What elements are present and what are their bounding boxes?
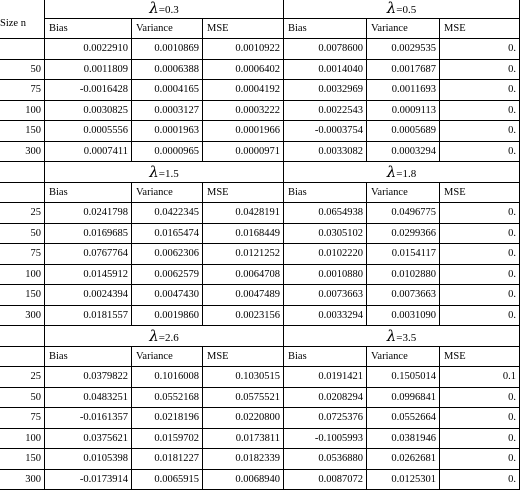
value-cell: 0.0575521 (203, 387, 284, 408)
value-cell: 0.0073663 (367, 285, 440, 306)
sample-size-cell: 100 (0, 100, 45, 121)
value-cell: 0. (440, 264, 520, 285)
value-cell: 0.0022910 (45, 39, 132, 60)
size-header-cell (0, 326, 45, 347)
lambda-symbol: λ (386, 0, 397, 17)
value-cell: 0. (440, 100, 520, 121)
value-cell: 0.0996841 (367, 387, 440, 408)
value-cell: 0. (440, 59, 520, 80)
value-cell: 0.0191421 (284, 367, 367, 388)
value-cell: 0.0001966 (203, 121, 284, 142)
value-cell: -0.0016428 (45, 80, 132, 101)
column-header-mse: MSE (440, 182, 520, 203)
value-cell: -0.1005993 (284, 428, 367, 449)
value-cell: 0.0030825 (45, 100, 132, 121)
value-cell: 0.0154117 (367, 244, 440, 265)
column-header-variance: Variance (367, 346, 440, 367)
value-cell: 0. (440, 244, 520, 265)
value-cell: 0.1 (440, 367, 520, 388)
column-header-mse: MSE (440, 346, 520, 367)
column-header-mse: MSE (440, 18, 520, 39)
value-cell: 0.0032969 (284, 80, 367, 101)
value-cell: 0.0165474 (132, 223, 203, 244)
value-cell: 0.0168449 (203, 223, 284, 244)
table-row (0, 449, 520, 470)
sample-size-cell: 50 (0, 59, 45, 80)
value-cell: 0. (440, 469, 520, 490)
value-cell: 0. (440, 428, 520, 449)
lambda-symbol: λ (149, 162, 159, 181)
lambda-value: =0.5 (396, 3, 417, 16)
table-row (0, 305, 520, 326)
value-cell: 0.0024394 (45, 285, 132, 306)
value-cell: 0.0181557 (45, 305, 132, 326)
value-cell: 0. (440, 39, 520, 60)
sample-size-cell (0, 39, 45, 60)
size-header-cell (0, 162, 45, 183)
value-cell: 0.0029535 (367, 39, 440, 60)
value-cell: 0.0010869 (132, 39, 203, 60)
value-cell: 0.0725376 (284, 408, 367, 429)
value-cell: 0. (440, 203, 520, 224)
table-row (0, 428, 520, 449)
value-cell: 0.0379822 (45, 367, 132, 388)
lambda-group-header (284, 162, 520, 183)
value-cell: 0.0483251 (45, 387, 132, 408)
table-row (0, 408, 520, 429)
table-row (0, 244, 520, 265)
table-row (0, 80, 520, 101)
value-cell: 0.0023156 (203, 305, 284, 326)
value-cell: 0.0064708 (203, 264, 284, 285)
column-header-variance: Variance (132, 182, 203, 203)
lambda-group-header (45, 0, 284, 18)
value-cell: 0.0047489 (203, 285, 284, 306)
value-cell: 0.0169685 (45, 223, 132, 244)
table-row (0, 387, 520, 408)
sample-size-cell: 75 (0, 408, 45, 429)
lambda-value: =0.3 (158, 3, 179, 16)
value-cell: 0.0552664 (367, 408, 440, 429)
table-row (0, 469, 520, 490)
sample-size-cell: 300 (0, 305, 45, 326)
value-cell: 0.0004165 (132, 80, 203, 101)
sample-size-cell: 150 (0, 121, 45, 142)
column-header-variance: Variance (367, 18, 440, 39)
value-cell: 0.0006402 (203, 59, 284, 80)
column-header-variance: Variance (132, 346, 203, 367)
value-cell: 0.0000971 (203, 141, 284, 162)
value-cell: 0.0087072 (284, 469, 367, 490)
column-header-variance: Variance (132, 18, 203, 39)
value-cell: 0.0003222 (203, 100, 284, 121)
sample-size-cell: 25 (0, 203, 45, 224)
column-header-mse: MSE (203, 18, 284, 39)
value-cell: 0.0000965 (132, 141, 203, 162)
value-cell: 0.0220800 (203, 408, 284, 429)
value-cell: 0.1030515 (203, 367, 284, 388)
lambda-header-row (0, 0, 520, 18)
value-cell: 0.0078600 (284, 39, 367, 60)
sample-size-cell: 100 (0, 428, 45, 449)
column-header-bias: Bias (45, 182, 132, 203)
sample-size-cell: 150 (0, 449, 45, 470)
value-cell: 0.0003127 (132, 100, 203, 121)
lambda-group-header (45, 162, 284, 183)
value-cell: 0.0031090 (367, 305, 440, 326)
column-header-row (0, 346, 520, 367)
table-row (0, 100, 520, 121)
value-cell: 0.0218196 (132, 408, 203, 429)
value-cell: 0.0102880 (367, 264, 440, 285)
sample-size-cell: 150 (0, 285, 45, 306)
lambda-symbol: λ (149, 0, 159, 17)
value-cell: 0.0422345 (132, 203, 203, 224)
value-cell: 0.0022543 (284, 100, 367, 121)
value-cell: 0.0375621 (45, 428, 132, 449)
column-header-bias: Bias (284, 18, 367, 39)
value-cell: -0.0173914 (45, 469, 132, 490)
value-cell: 0.0536880 (284, 449, 367, 470)
value-cell: 0. (440, 387, 520, 408)
value-cell: 0.0654938 (284, 203, 367, 224)
value-cell: 0.1505014 (367, 367, 440, 388)
table-row (0, 367, 520, 388)
value-cell: 0. (440, 80, 520, 101)
lambda-group-header (284, 0, 520, 18)
value-cell: 0.0062579 (132, 264, 203, 285)
value-cell: 0. (440, 449, 520, 470)
column-header-bias: Bias (45, 346, 132, 367)
lambda-group-header (45, 326, 284, 347)
table-row (0, 141, 520, 162)
value-cell: 0.0006388 (132, 59, 203, 80)
value-cell: 0.0159702 (132, 428, 203, 449)
value-cell: 0.0299366 (367, 223, 440, 244)
value-cell: 0.0005689 (367, 121, 440, 142)
lambda-value: =3.5 (396, 331, 417, 344)
value-cell: 0.0011693 (367, 80, 440, 101)
column-header-row (0, 182, 520, 203)
size-header-cell (0, 346, 45, 367)
table-row (0, 264, 520, 285)
value-cell: 0.0428191 (203, 203, 284, 224)
value-cell: 0. (440, 141, 520, 162)
value-cell: 0.0381946 (367, 428, 440, 449)
table-row (0, 203, 520, 224)
sample-size-cell: 25 (0, 367, 45, 388)
lambda-header-row (0, 162, 520, 183)
lambda-value: =1.8 (396, 167, 417, 180)
value-cell: 0.0073663 (284, 285, 367, 306)
lambda-header-row (0, 326, 520, 347)
size-header-cell (0, 182, 45, 203)
value-cell: 0.0010922 (203, 39, 284, 60)
value-cell: 0.0121252 (203, 244, 284, 265)
value-cell: 0. (440, 408, 520, 429)
size-header-cell: Size n (0, 18, 45, 39)
value-cell: 0.0047430 (132, 285, 203, 306)
value-cell: 0.0173811 (203, 428, 284, 449)
value-cell: 0.0017687 (367, 59, 440, 80)
value-cell: 0.0208294 (284, 387, 367, 408)
value-cell: 0.0105398 (45, 449, 132, 470)
lambda-group-header (284, 326, 520, 347)
lambda-value: =2.6 (158, 331, 179, 344)
value-cell: 0.0014040 (284, 59, 367, 80)
value-cell: 0. (440, 305, 520, 326)
lambda-symbol: λ (386, 326, 397, 345)
value-cell: 0. (440, 223, 520, 244)
sample-size-cell: 50 (0, 387, 45, 408)
value-cell: 0.0767764 (45, 244, 132, 265)
lambda-symbol: λ (149, 326, 159, 345)
column-header-bias: Bias (284, 182, 367, 203)
value-cell: 0.0496775 (367, 203, 440, 224)
lambda-symbol: λ (386, 162, 397, 181)
value-cell: 0.0033082 (284, 141, 367, 162)
table-row (0, 39, 520, 60)
column-header-bias: Bias (284, 346, 367, 367)
value-cell: 0.0010880 (284, 264, 367, 285)
value-cell: 0.0145912 (45, 264, 132, 285)
column-header-variance: Variance (367, 182, 440, 203)
value-cell: 0. (440, 285, 520, 306)
value-cell: 0.0125301 (367, 469, 440, 490)
size-column-header (0, 0, 45, 18)
value-cell: 0.0065915 (132, 469, 203, 490)
table-row (0, 223, 520, 244)
value-cell: 0.0552168 (132, 387, 203, 408)
value-cell: 0.0102220 (284, 244, 367, 265)
value-cell: 0.0001963 (132, 121, 203, 142)
value-cell: 0.0068940 (203, 469, 284, 490)
value-cell: 0.0009113 (367, 100, 440, 121)
sample-size-cell: 75 (0, 244, 45, 265)
value-cell: 0.0011809 (45, 59, 132, 80)
column-header-mse: MSE (203, 346, 284, 367)
value-cell: 0.0181227 (132, 449, 203, 470)
table-row (0, 285, 520, 306)
value-cell: 0.0062306 (132, 244, 203, 265)
sample-size-cell: 300 (0, 141, 45, 162)
value-cell: 0.0241798 (45, 203, 132, 224)
value-cell: 0.0262681 (367, 449, 440, 470)
sample-size-cell: 300 (0, 469, 45, 490)
column-header-row (0, 18, 520, 39)
value-cell: 0. (440, 121, 520, 142)
lambda-value: =1.5 (158, 167, 179, 180)
value-cell: -0.0003754 (284, 121, 367, 142)
value-cell: 0.0305102 (284, 223, 367, 244)
value-cell: 0.0182339 (203, 449, 284, 470)
column-header-bias: Bias (45, 18, 132, 39)
sample-size-cell: 75 (0, 80, 45, 101)
value-cell: 0.0033294 (284, 305, 367, 326)
value-cell: 0.0005556 (45, 121, 132, 142)
value-cell: 0.0003294 (367, 141, 440, 162)
value-cell: 0.1016008 (132, 367, 203, 388)
sample-size-cell: 50 (0, 223, 45, 244)
value-cell: 0.0019860 (132, 305, 203, 326)
column-header-mse: MSE (203, 182, 284, 203)
value-cell: 0.0004192 (203, 80, 284, 101)
table-row (0, 121, 520, 142)
sample-size-cell: 100 (0, 264, 45, 285)
table-row (0, 59, 520, 80)
value-cell: 0.0007411 (45, 141, 132, 162)
value-cell: -0.0161357 (45, 408, 132, 429)
